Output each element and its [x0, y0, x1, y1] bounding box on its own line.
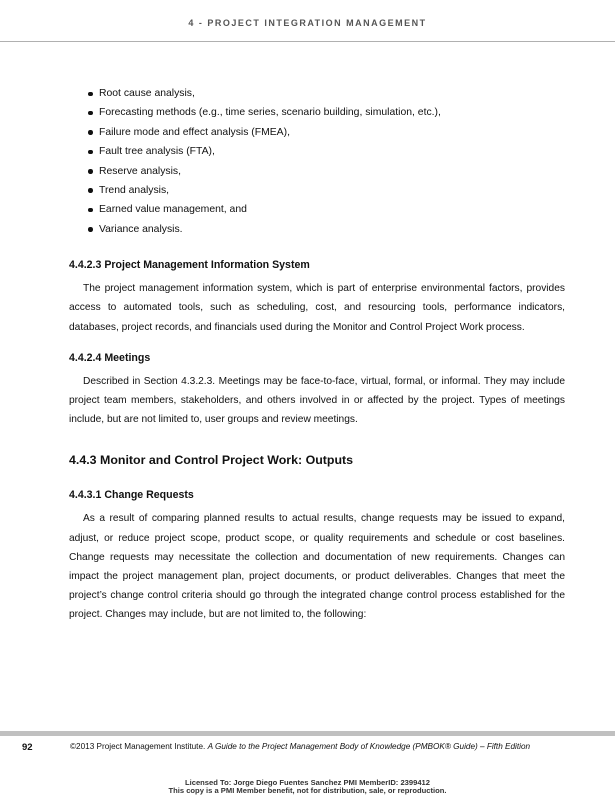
page-content	[69, 84, 565, 625]
list-item: Fault tree analysis (FTA),	[99, 142, 565, 161]
chapter-title: 4 - PROJECT INTEGRATION MANAGEMENT	[188, 18, 427, 28]
section-body-change-requests: As a result of comparing planned results to actual results, change requests may be issued to expand, adjust, or reduce project scope, product scope, or quality requirements and schedule or cost baselines. Change requests may necessitate the collection and documentation of new requirements. Changes can impact the project management plan, project documents, or product deliverables. Changes that meet the project’s change control criteria should go through the integrated change control process established for the project. Changes may include, but are not limited to, the following:	[69, 513, 565, 621]
section-heading-pmis: 4.4.2.3 Project Management Information System	[69, 259, 310, 272]
copyright-notice	[70, 742, 530, 751]
license-notice	[0, 779, 615, 795]
list-item: Reserve analysis,	[99, 162, 565, 181]
book-title: A Guide to the Project Management Body of Knowledge (PMBOK® Guide) – Fifth Edition	[207, 742, 531, 751]
copyright-prefix: ©2013 Project Management Institute.	[70, 742, 208, 751]
page-header	[0, 0, 615, 42]
list-item: Failure mode and effect analysis (FMEA),	[99, 123, 565, 142]
page-number: 92	[22, 742, 33, 753]
list-item: Earned value management, and	[99, 200, 565, 219]
section-body-meetings: Described in Section 4.3.2.3. Meetings may be face-to-face, virtual, formal, or informal. They may include project team members, stakeholders, and others involved in or affected by the project. Types of meetings include, but are not limited to, user groups and review meetings.	[69, 375, 565, 426]
section-heading-outputs: 4.4.3 Monitor and Control Project Work: Outputs	[69, 453, 354, 468]
list-item: Trend analysis,	[99, 181, 565, 200]
section-heading-change-requests: 4.4.3.1 Change Requests	[69, 489, 194, 502]
license-line-1: Licensed To: Jorge Diego Fuentes Sanchez PMI MemberID: 2399412	[184, 778, 431, 787]
list-item: Root cause analysis,	[99, 84, 565, 103]
list-item: Variance analysis.	[99, 220, 565, 239]
header-divider	[0, 41, 615, 42]
license-line-2: This copy is a PMI Member benefit, not for distribution, sale, or reproduction.	[168, 786, 447, 795]
section-heading-meetings: 4.4.2.4 Meetings	[69, 351, 151, 364]
section-body-pmis: The project management information system, which is part of enterprise environmental factors, provides access to automated tools, such as scheduling, cost, and resourcing tools, performance indicators, databases, project records, and financials used during the Monitor and Control Project Work process.	[69, 283, 565, 333]
bullet-list	[69, 84, 565, 239]
footer-divider	[0, 731, 615, 736]
list-item: Forecasting methods (e.g., time series, scenario building, simulation, etc.),	[99, 103, 565, 122]
